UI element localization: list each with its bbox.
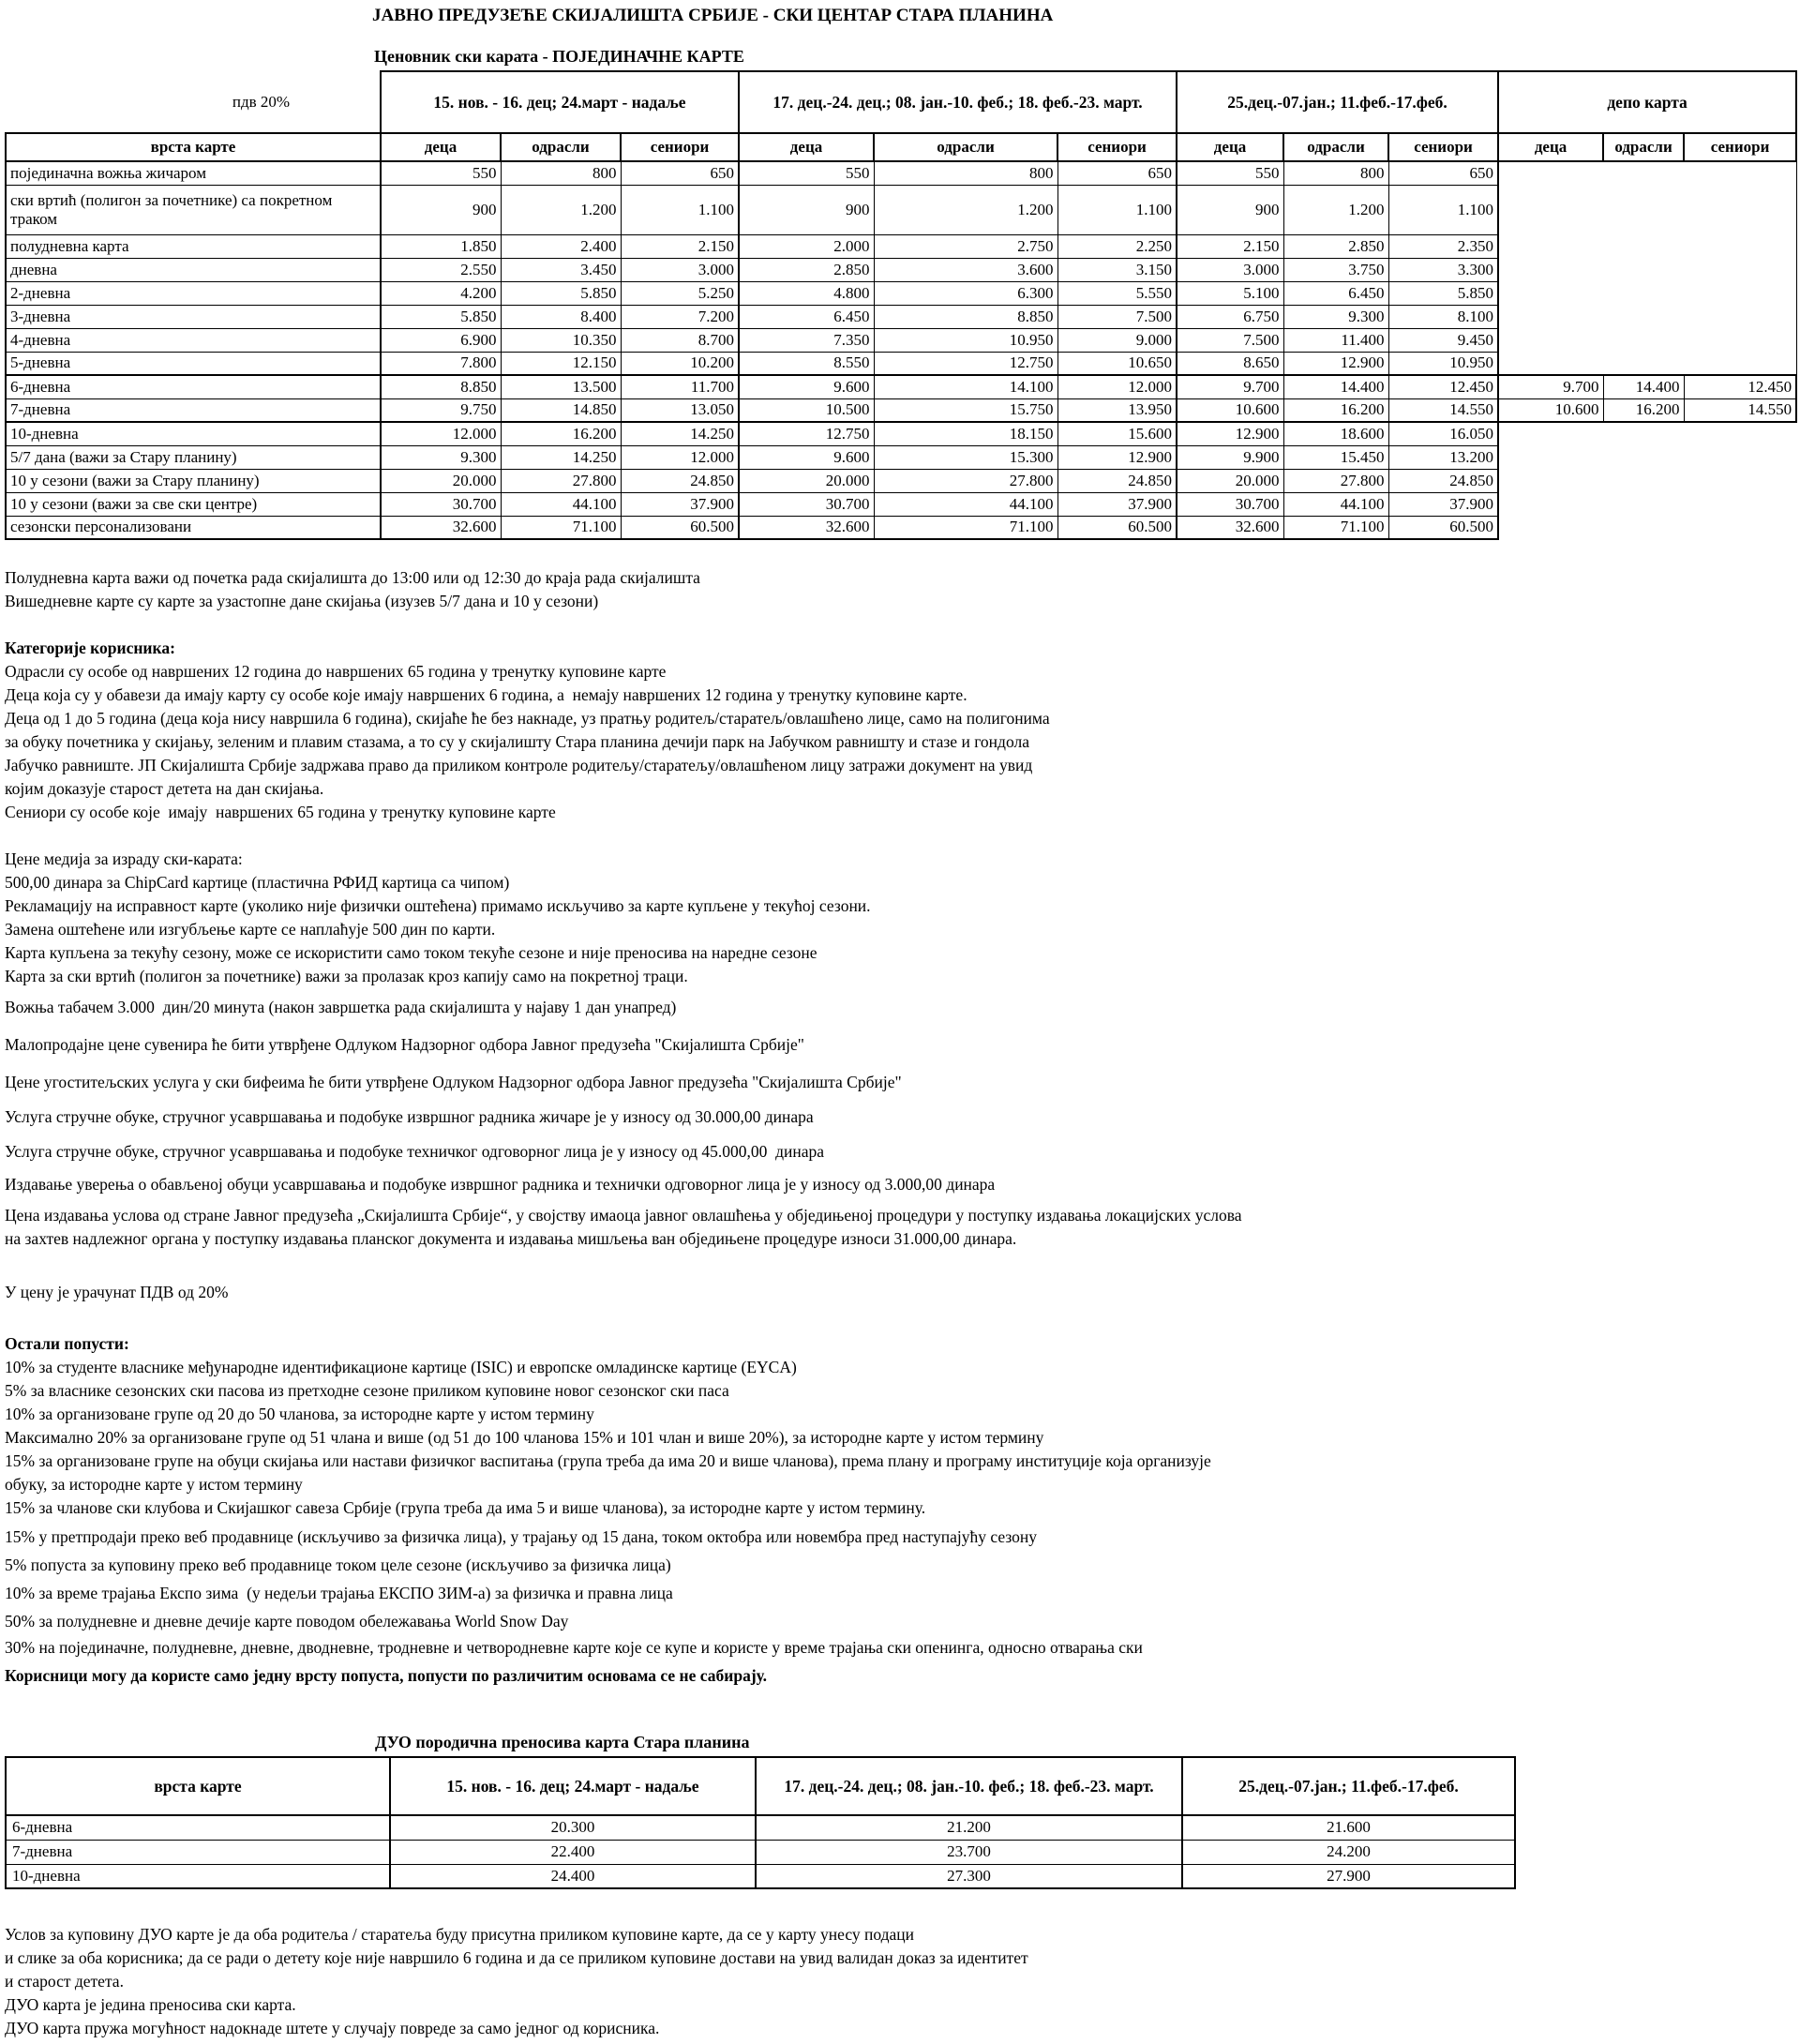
- price-cell: 10.950: [1388, 352, 1498, 375]
- price-cell: 13.500: [501, 375, 621, 398]
- duo-price-cell: 20.300: [390, 1815, 756, 1840]
- price-cell: 11.400: [1283, 328, 1388, 352]
- note-line: Услов за куповину ДУО карте је да оба родитеља / старатеља буду присутна приликом куповине карте, да се у карту унесу подаци: [5, 1925, 915, 1944]
- duo-price-cell: 27.900: [1182, 1864, 1515, 1888]
- depo-price-cell: 14.400: [1603, 375, 1684, 398]
- duo-price-cell: 21.600: [1182, 1815, 1515, 1840]
- depo-empty-area: [1498, 161, 1796, 375]
- price-cell: 900: [739, 185, 874, 234]
- note-line: 5% попуста за куповину преко веб продавнице током целе сезоне (искључиво за физичка лица): [5, 1556, 671, 1574]
- price-cell: 20.000: [739, 469, 874, 492]
- price-cell: 7.200: [621, 305, 739, 328]
- note-line: којим доказује старост детета на дан скијања.: [5, 779, 324, 798]
- price-cell: 60.500: [1058, 516, 1177, 539]
- subheader-children: деца: [1498, 133, 1603, 161]
- depo-blank: [1498, 492, 1796, 516]
- price-cell: 550: [1177, 161, 1283, 185]
- note-paragraph: [5, 1610, 1800, 1633]
- price-cell: 1.200: [1283, 185, 1388, 234]
- depo-price-cell: 9.700: [1498, 375, 1603, 398]
- price-cell: 5.550: [1058, 281, 1177, 305]
- price-cell: 15.600: [1058, 422, 1177, 445]
- note-paragraph: [5, 1173, 1800, 1196]
- price-cell: 13.200: [1388, 445, 1498, 469]
- note-line: обуку, за истородне карте у истом термину: [5, 1475, 303, 1494]
- price-cell: 8.650: [1177, 352, 1283, 375]
- note-paragraph: [5, 1332, 1800, 1520]
- price-cell: 32.600: [1177, 516, 1283, 539]
- duo-table-head: [6, 1757, 1515, 1815]
- price-cell: 14.550: [1388, 398, 1498, 422]
- duo-period-header-3: 25.дец.-07.јан.; 11.феб.-17.феб.: [1182, 1757, 1515, 1815]
- price-cell: 9.000: [1058, 328, 1177, 352]
- depo-blank: [1498, 516, 1796, 539]
- duo-price-cell: 24.200: [1182, 1840, 1515, 1864]
- note-line: Рекламацију на исправност карте (уколико није физички оштећена) примамо искључиво за карте купљене у текућој сезони.: [5, 896, 871, 915]
- price-cell: 9.900: [1177, 445, 1283, 469]
- price-cell: 14.100: [874, 375, 1058, 398]
- note-paragraph: [5, 1554, 1800, 1577]
- price-cell: 12.750: [739, 422, 874, 445]
- price-cell: 27.800: [501, 469, 621, 492]
- price-cell: 15.300: [874, 445, 1058, 469]
- notes-section: [5, 566, 1800, 1688]
- depo-price-cell: 12.450: [1684, 375, 1796, 398]
- price-cell: 11.700: [621, 375, 739, 398]
- depo-price-cell: 10.600: [1498, 398, 1603, 422]
- note-line: 50% за полудневне и дневне дечије карте поводом обележавања World Snow Day: [5, 1612, 569, 1631]
- note-paragraph: [5, 1636, 1800, 1660]
- price-cell: 5.850: [1388, 281, 1498, 305]
- note-line: 500,00 динара за ChipCard картице (пластична РФИД картица са чипом): [5, 873, 510, 892]
- duo-price-row: [6, 1815, 1515, 1840]
- price-cell: 14.400: [1283, 375, 1388, 398]
- price-cell: 900: [1177, 185, 1283, 234]
- price-cell: 16.050: [1388, 422, 1498, 445]
- ticket-type-cell: појединачна вожња жичаром: [6, 161, 381, 185]
- note-line: Замена оштећене или изгубљење карте се наплаћује 500 дин по карти.: [5, 920, 496, 939]
- note-line: за обуку почетника у скијању, зеленим и плавим стазама, а то су у скијалишту Стара планина дечији парк на Јабучком равништу и стазе и гондола: [5, 732, 1029, 751]
- price-cell: 7.350: [739, 328, 874, 352]
- price-cell: 2.400: [501, 234, 621, 258]
- price-cell: 8.550: [739, 352, 874, 375]
- price-cell: 27.800: [1283, 469, 1388, 492]
- price-cell: 71.100: [501, 516, 621, 539]
- price-cell: 20.000: [381, 469, 501, 492]
- price-cell: 2.150: [621, 234, 739, 258]
- price-cell: 12.150: [501, 352, 621, 375]
- price-row: [6, 516, 1796, 539]
- note-paragraph: [5, 1140, 1800, 1164]
- price-cell: 37.900: [621, 492, 739, 516]
- price-cell: 2.350: [1388, 234, 1498, 258]
- price-cell: 8.850: [874, 305, 1058, 328]
- price-cell: 15.450: [1283, 445, 1388, 469]
- ticket-type-header: врста карте: [6, 133, 381, 161]
- note-paragraph: [5, 1664, 1800, 1688]
- price-cell: 650: [1058, 161, 1177, 185]
- note-paragraph: [5, 1525, 1800, 1549]
- price-cell: 12.450: [1388, 375, 1498, 398]
- price-cell: 8.400: [501, 305, 621, 328]
- price-cell: 10.350: [501, 328, 621, 352]
- duo-price-cell: 21.200: [756, 1815, 1182, 1840]
- note-paragraph: [5, 566, 1800, 613]
- duo-ticket-type-cell: 7-дневна: [6, 1840, 390, 1864]
- note-line: Остали попусти:: [5, 1334, 129, 1353]
- note-line: 15% за организоване групе на обуци скијања или настави физичког васпитања (група треба да има 20 и више чланова), према плану и програму институције која организује: [5, 1451, 1211, 1470]
- price-cell: 14.850: [501, 398, 621, 422]
- price-cell: 30.700: [1177, 492, 1283, 516]
- price-cell: 13.050: [621, 398, 739, 422]
- depo-price-cell: 14.550: [1684, 398, 1796, 422]
- price-cell: 800: [1283, 161, 1388, 185]
- price-table: [5, 70, 1797, 540]
- note-line: 10% за студенте власнике међународне идентификационе картице (ISIC) и европске омладинске картице (EYCA): [5, 1358, 797, 1376]
- price-cell: 1.100: [621, 185, 739, 234]
- note-line: и старост детета.: [5, 1972, 124, 1991]
- main-table-body: [6, 161, 1796, 539]
- depo-price-cell: 16.200: [1603, 398, 1684, 422]
- subheader-seniors: сениори: [1684, 133, 1796, 161]
- price-cell: 3.000: [621, 258, 739, 281]
- note-line: Карта за ски вртић (полигон за почетнике) важи за пролазак кроз капију само на покретној траци.: [5, 967, 688, 985]
- duo-table-body: [6, 1815, 1515, 1888]
- duo-ticket-type-cell: 6-дневна: [6, 1815, 390, 1840]
- price-cell: 6.450: [739, 305, 874, 328]
- depo-blank: [1498, 445, 1796, 469]
- note-paragraph: [5, 848, 1800, 988]
- price-cell: 44.100: [1283, 492, 1388, 516]
- note-line: ДУО карта је једина преносива ски карта.: [5, 1995, 296, 2014]
- ticket-type-cell: 4-дневна: [6, 328, 381, 352]
- ticket-type-cell: 10 у сезони (важи за Стару планину): [6, 469, 381, 492]
- subheader-adults: одрасли: [1603, 133, 1684, 161]
- price-cell: 3.150: [1058, 258, 1177, 281]
- note-line: Карта купљена за текућу сезону, може се искористити само током текуће сезоне и није преносива на наредне сезоне: [5, 943, 818, 962]
- price-cell: 2.850: [1283, 234, 1388, 258]
- price-cell: 9.700: [1177, 375, 1283, 398]
- price-cell: 6.750: [1177, 305, 1283, 328]
- note-line: Вишедневне карте су карте за узастопне дане скијања (изузев 5/7 дана и 10 у сезони): [5, 592, 599, 610]
- price-cell: 9.600: [739, 375, 874, 398]
- price-cell: 8.700: [621, 328, 739, 352]
- ticket-type-cell: 10-дневна: [6, 422, 381, 445]
- depo-header: депо карта: [1498, 71, 1796, 133]
- price-row: [6, 469, 1796, 492]
- price-cell: 44.100: [874, 492, 1058, 516]
- duo-notes-section: [5, 1923, 1800, 2040]
- price-cell: 5.250: [621, 281, 739, 305]
- price-cell: 18.600: [1283, 422, 1388, 445]
- price-cell: 32.600: [739, 516, 874, 539]
- price-cell: 24.850: [621, 469, 739, 492]
- price-cell: 60.500: [1388, 516, 1498, 539]
- note-line: Деца од 1 до 5 година (деца која нису навршила 6 година), скијаће ће без накнаде, уз пратњу родитељ/старатељ/овлашћено лице, само на полигонима: [5, 709, 1050, 728]
- price-cell: 650: [621, 161, 739, 185]
- price-cell: 12.000: [381, 422, 501, 445]
- price-cell: 6.900: [381, 328, 501, 352]
- ticket-type-cell: 3-дневна: [6, 305, 381, 328]
- price-cell: 2.550: [381, 258, 501, 281]
- ticket-type-cell: полудневна карта: [6, 234, 381, 258]
- price-cell: 9.450: [1388, 328, 1498, 352]
- note-line: Услуга стручне обуке, стручног усавршавања и подобуке техничког одговорног лица је у износу од 45.000,00 динара: [5, 1142, 825, 1161]
- note-line: Цене угоститељских услуга у ски бифеима ће бити утврђене Одлуком Надзорног одбора Јавног предузећа "Скијалишта Србије": [5, 1073, 902, 1091]
- price-cell: 650: [1388, 161, 1498, 185]
- price-cell: 9.300: [381, 445, 501, 469]
- duo-ticket-type-header: врста карте: [6, 1757, 390, 1815]
- price-cell: 2.000: [739, 234, 874, 258]
- duo-ticket-type-cell: 10-дневна: [6, 1864, 390, 1888]
- ticket-type-cell: 6-дневна: [6, 375, 381, 398]
- note-line: У цену је урачунат ПДВ од 20%: [5, 1283, 229, 1301]
- note-line: Деца која су у обавези да имају карту су особе које имају навршених 6 година, а немају навршених 12 година у тренутку куповине карте.: [5, 685, 968, 704]
- note-paragraph: [5, 637, 1800, 824]
- note-paragraph: [5, 1281, 1800, 1304]
- note-line: Јабучко равниште. ЈП Скијалишта Србије задржава право да приликом контроле родитељу/старатељу/овлашћеном лицу затражи документ на увид: [5, 756, 1033, 774]
- price-cell: 10.200: [621, 352, 739, 375]
- price-cell: 44.100: [501, 492, 621, 516]
- price-cell: 6.450: [1283, 281, 1388, 305]
- period-header-3: 25.дец.-07.јан.; 11.феб.-17.феб.: [1177, 71, 1498, 133]
- price-cell: 1.200: [874, 185, 1058, 234]
- price-row: [6, 422, 1796, 445]
- price-cell: 30.700: [739, 492, 874, 516]
- price-cell: 24.850: [1388, 469, 1498, 492]
- price-cell: 12.900: [1177, 422, 1283, 445]
- price-row: [6, 398, 1796, 422]
- price-cell: 12.000: [621, 445, 739, 469]
- price-cell: 71.100: [1283, 516, 1388, 539]
- duo-price-cell: 24.400: [390, 1864, 756, 1888]
- price-cell: 9.300: [1283, 305, 1388, 328]
- price-cell: 9.750: [381, 398, 501, 422]
- ticket-type-cell: 10 у сезони (важи за све ски центре): [6, 492, 381, 516]
- price-cell: 2.150: [1177, 234, 1283, 258]
- price-cell: 5.100: [1177, 281, 1283, 305]
- price-cell: 1.850: [381, 234, 501, 258]
- note-line: Издавање уверења о обављеној обуци усавршавања и подобуке извршног радника и технички одговорног лица је у износу од 3.000,00 динара: [5, 1175, 996, 1194]
- price-cell: 2.850: [739, 258, 874, 281]
- note-line: и слике за оба корисника; да се ради о детету које није навршило 6 година и да се приликом куповине достави на увид валидан доказ за идентитет: [5, 1948, 1028, 1967]
- price-cell: 900: [381, 185, 501, 234]
- note-paragraph: [5, 1582, 1800, 1605]
- subheader-adults: одрасли: [874, 133, 1058, 161]
- note-line: Цена издавања услова од стране Јавног предузећа „Скијалишта Србије“, у својству имаоца јавног овлашћења у обједињеној процедури у поступку издавања локацијских услова: [5, 1206, 1242, 1225]
- price-cell: 3.450: [501, 258, 621, 281]
- ticket-type-cell: 5/7 дана (важи за Стару планину): [6, 445, 381, 469]
- duo-price-row: [6, 1840, 1515, 1864]
- price-cell: 20.000: [1177, 469, 1283, 492]
- subheader-children: деца: [1177, 133, 1283, 161]
- note-line: 5% за власнике сезонских ски пасова из претходне сезоне приликом куповине новог сезонског ски паса: [5, 1381, 729, 1400]
- price-cell: 7.500: [1058, 305, 1177, 328]
- price-cell: 16.200: [1283, 398, 1388, 422]
- subheader-seniors: сениори: [1058, 133, 1177, 161]
- note-paragraph: [5, 1033, 1800, 1057]
- note-paragraph: [5, 1204, 1800, 1251]
- ticket-type-cell: 7-дневна: [6, 398, 381, 422]
- price-cell: 10.950: [874, 328, 1058, 352]
- subheader-row: [6, 133, 1796, 161]
- price-cell: 2.750: [874, 234, 1058, 258]
- subheader-children: деца: [739, 133, 874, 161]
- price-cell: 3.750: [1283, 258, 1388, 281]
- price-cell: 12.900: [1283, 352, 1388, 375]
- price-cell: 9.600: [739, 445, 874, 469]
- price-row: [6, 492, 1796, 516]
- price-cell: 37.900: [1058, 492, 1177, 516]
- note-line: Вожња табачем 3.000 дин/20 минута (након завршетка рада скијалишта у најаву 1 дан унапред): [5, 998, 677, 1016]
- duo-price-table: [5, 1756, 1516, 1889]
- price-cell: 13.950: [1058, 398, 1177, 422]
- price-cell: 800: [874, 161, 1058, 185]
- note-line: Цене медија за израду ски-карата:: [5, 849, 243, 868]
- price-cell: 12.000: [1058, 375, 1177, 398]
- subheader-seniors: сениори: [1388, 133, 1498, 161]
- price-cell: 800: [501, 161, 621, 185]
- vat-label: пдв 20%: [232, 92, 291, 111]
- note-line: 30% на појединачне, полудневне, дневне, дводневне, тродневне и четвородневне карте које се купе и користе у време трајања ски опенинга, односно отварања ски: [5, 1638, 1143, 1657]
- note-line: Одрасли су особе од навршених 12 година до навршених 65 година у тренутку куповине карте: [5, 662, 667, 681]
- note-line: Максимално 20% за организоване групе од 51 члана и више (од 51 до 100 чланова 15% и 101 члан и више 20%), за истородне карте у истом термину: [5, 1428, 1044, 1447]
- price-cell: 3.000: [1177, 258, 1283, 281]
- page-title: ЈАВНО ПРЕДУЗЕЋЕ СКИЈАЛИШТА СРБИЈЕ - СКИ ЦЕНТАР СТАРА ПЛАНИНА: [372, 6, 1054, 25]
- price-cell: 12.750: [874, 352, 1058, 375]
- period-header-2: 17. дец.-24. дец.; 08. јан.-10. феб.; 18. феб.-23. март.: [739, 71, 1177, 133]
- period-header-1: 15. нов. - 16. дец; 24.март - надаље: [381, 71, 739, 133]
- note-line: Категорије корисника:: [5, 639, 175, 657]
- note-paragraph: [5, 996, 1800, 1019]
- duo-period-header-2: 17. дец.-24. дец.; 08. јан.-10. феб.; 18. феб.-23. март.: [756, 1757, 1182, 1815]
- price-cell: 3.600: [874, 258, 1058, 281]
- duo-price-cell: 23.700: [756, 1840, 1182, 1864]
- ticket-type-cell: сезонски персонализовани: [6, 516, 381, 539]
- price-cell: 7.500: [1177, 328, 1283, 352]
- price-cell: 15.750: [874, 398, 1058, 422]
- ticket-type-cell: дневна: [6, 258, 381, 281]
- price-cell: 16.200: [501, 422, 621, 445]
- ticket-type-cell: 5-дневна: [6, 352, 381, 375]
- price-cell: 14.250: [501, 445, 621, 469]
- price-cell: 4.800: [739, 281, 874, 305]
- note-line: 10% за организоване групе од 20 до 50 чланова, за истородне карте у истом термину: [5, 1405, 594, 1423]
- price-cell: 2.250: [1058, 234, 1177, 258]
- note-line: на захтев надлежног органа у поступку издавања планског документа и издавања мишљења ван обједињене процедуре износи 31.000,00 динара.: [5, 1229, 1017, 1248]
- depo-blank: [1498, 469, 1796, 492]
- price-cell: 30.700: [381, 492, 501, 516]
- price-table-head: [6, 71, 1796, 161]
- duo-table-title: ДУО породична преносива карта Стара планина: [375, 1733, 750, 1751]
- ticket-type-cell: 2-дневна: [6, 281, 381, 305]
- note-line: Сениори су особе које имају навршених 65 година у тренутку куповине карте: [5, 803, 556, 821]
- price-cell: 550: [381, 161, 501, 185]
- note-paragraph: [5, 1105, 1800, 1129]
- price-cell: 6.300: [874, 281, 1058, 305]
- note-line: ДУО карта пружа могућност надокнаде штете у случају повреде за само једног од корисника.: [5, 2019, 660, 2037]
- price-cell: 27.800: [874, 469, 1058, 492]
- note-line: Услуга стручне обуке, стручног усавршавања и подобуке извршног радника жичаре је у износу од 30.000,00 динара: [5, 1107, 814, 1126]
- duo-price-cell: 22.400: [390, 1840, 756, 1864]
- price-cell: 1.100: [1388, 185, 1498, 234]
- price-row: [6, 445, 1796, 469]
- document: [0, 6, 1800, 2040]
- price-cell: 10.500: [739, 398, 874, 422]
- note-paragraph: [5, 1923, 1800, 2040]
- price-cell: 10.600: [1177, 398, 1283, 422]
- duo-period-header-1: 15. нов. - 16. дец; 24.март - надаље: [390, 1757, 756, 1815]
- price-list-subtitle: Ценовник ски карата - ПОЈЕДИНАЧНЕ КАРТЕ: [374, 47, 744, 66]
- period-header-row: [6, 71, 1796, 133]
- subheader-seniors: сениори: [621, 133, 739, 161]
- duo-price-cell: 27.300: [756, 1864, 1182, 1888]
- price-cell: 24.850: [1058, 469, 1177, 492]
- price-row: [6, 161, 1796, 185]
- note-paragraph: [5, 1071, 1800, 1094]
- price-cell: 32.600: [381, 516, 501, 539]
- note-line: Корисници могу да користе само једну врсту попуста, попусти по различитим основама се не сабирају.: [5, 1666, 768, 1685]
- depo-blank: [1498, 422, 1796, 445]
- price-cell: 3.300: [1388, 258, 1498, 281]
- price-cell: 7.800: [381, 352, 501, 375]
- note-line: 15% за чланове ски клубова и Скијашког савеза Србије (група треба да има 5 и више чланова), за истородне карте у истом термину.: [5, 1498, 926, 1517]
- note-line: Малопродајне цене сувенира ће бити утврђене Одлуком Надзорног одбора Јавног предузећа "Скијалишта Србије": [5, 1035, 804, 1054]
- note-line: 15% у претпродаји преко веб продавнице (искључиво за физичка лица), у трајању од 15 дана, током октобра или новембра пред наступајућу сезону: [5, 1527, 1038, 1546]
- subheader-children: деца: [381, 133, 501, 161]
- price-cell: 1.200: [501, 185, 621, 234]
- price-row: [6, 375, 1796, 398]
- price-cell: 18.150: [874, 422, 1058, 445]
- price-cell: 10.650: [1058, 352, 1177, 375]
- price-cell: 550: [739, 161, 874, 185]
- price-cell: 8.850: [381, 375, 501, 398]
- note-line: Полудневна карта важи од почетка рада скијалишта до 13:00 или од 12:30 до краја рада скијалишта: [5, 568, 700, 587]
- price-cell: 4.200: [381, 281, 501, 305]
- price-cell: 12.900: [1058, 445, 1177, 469]
- price-cell: 37.900: [1388, 492, 1498, 516]
- subheader-adults: одрасли: [501, 133, 621, 161]
- price-cell: 14.250: [621, 422, 739, 445]
- note-line: 10% за време трајања Експо зима (у недељи трајања ЕКСПО ЗИМ-а) за физичка и правна лица: [5, 1584, 673, 1602]
- price-cell: 1.100: [1058, 185, 1177, 234]
- duo-header-row: [6, 1757, 1515, 1815]
- price-cell: 71.100: [874, 516, 1058, 539]
- duo-price-row: [6, 1864, 1515, 1888]
- ticket-type-cell: ски вртић (полигон за почетнике) са покретном траком: [6, 185, 381, 234]
- price-cell: 5.850: [381, 305, 501, 328]
- price-cell: 8.100: [1388, 305, 1498, 328]
- subheader-adults: одрасли: [1283, 133, 1388, 161]
- price-cell: 5.850: [501, 281, 621, 305]
- price-cell: 60.500: [621, 516, 739, 539]
